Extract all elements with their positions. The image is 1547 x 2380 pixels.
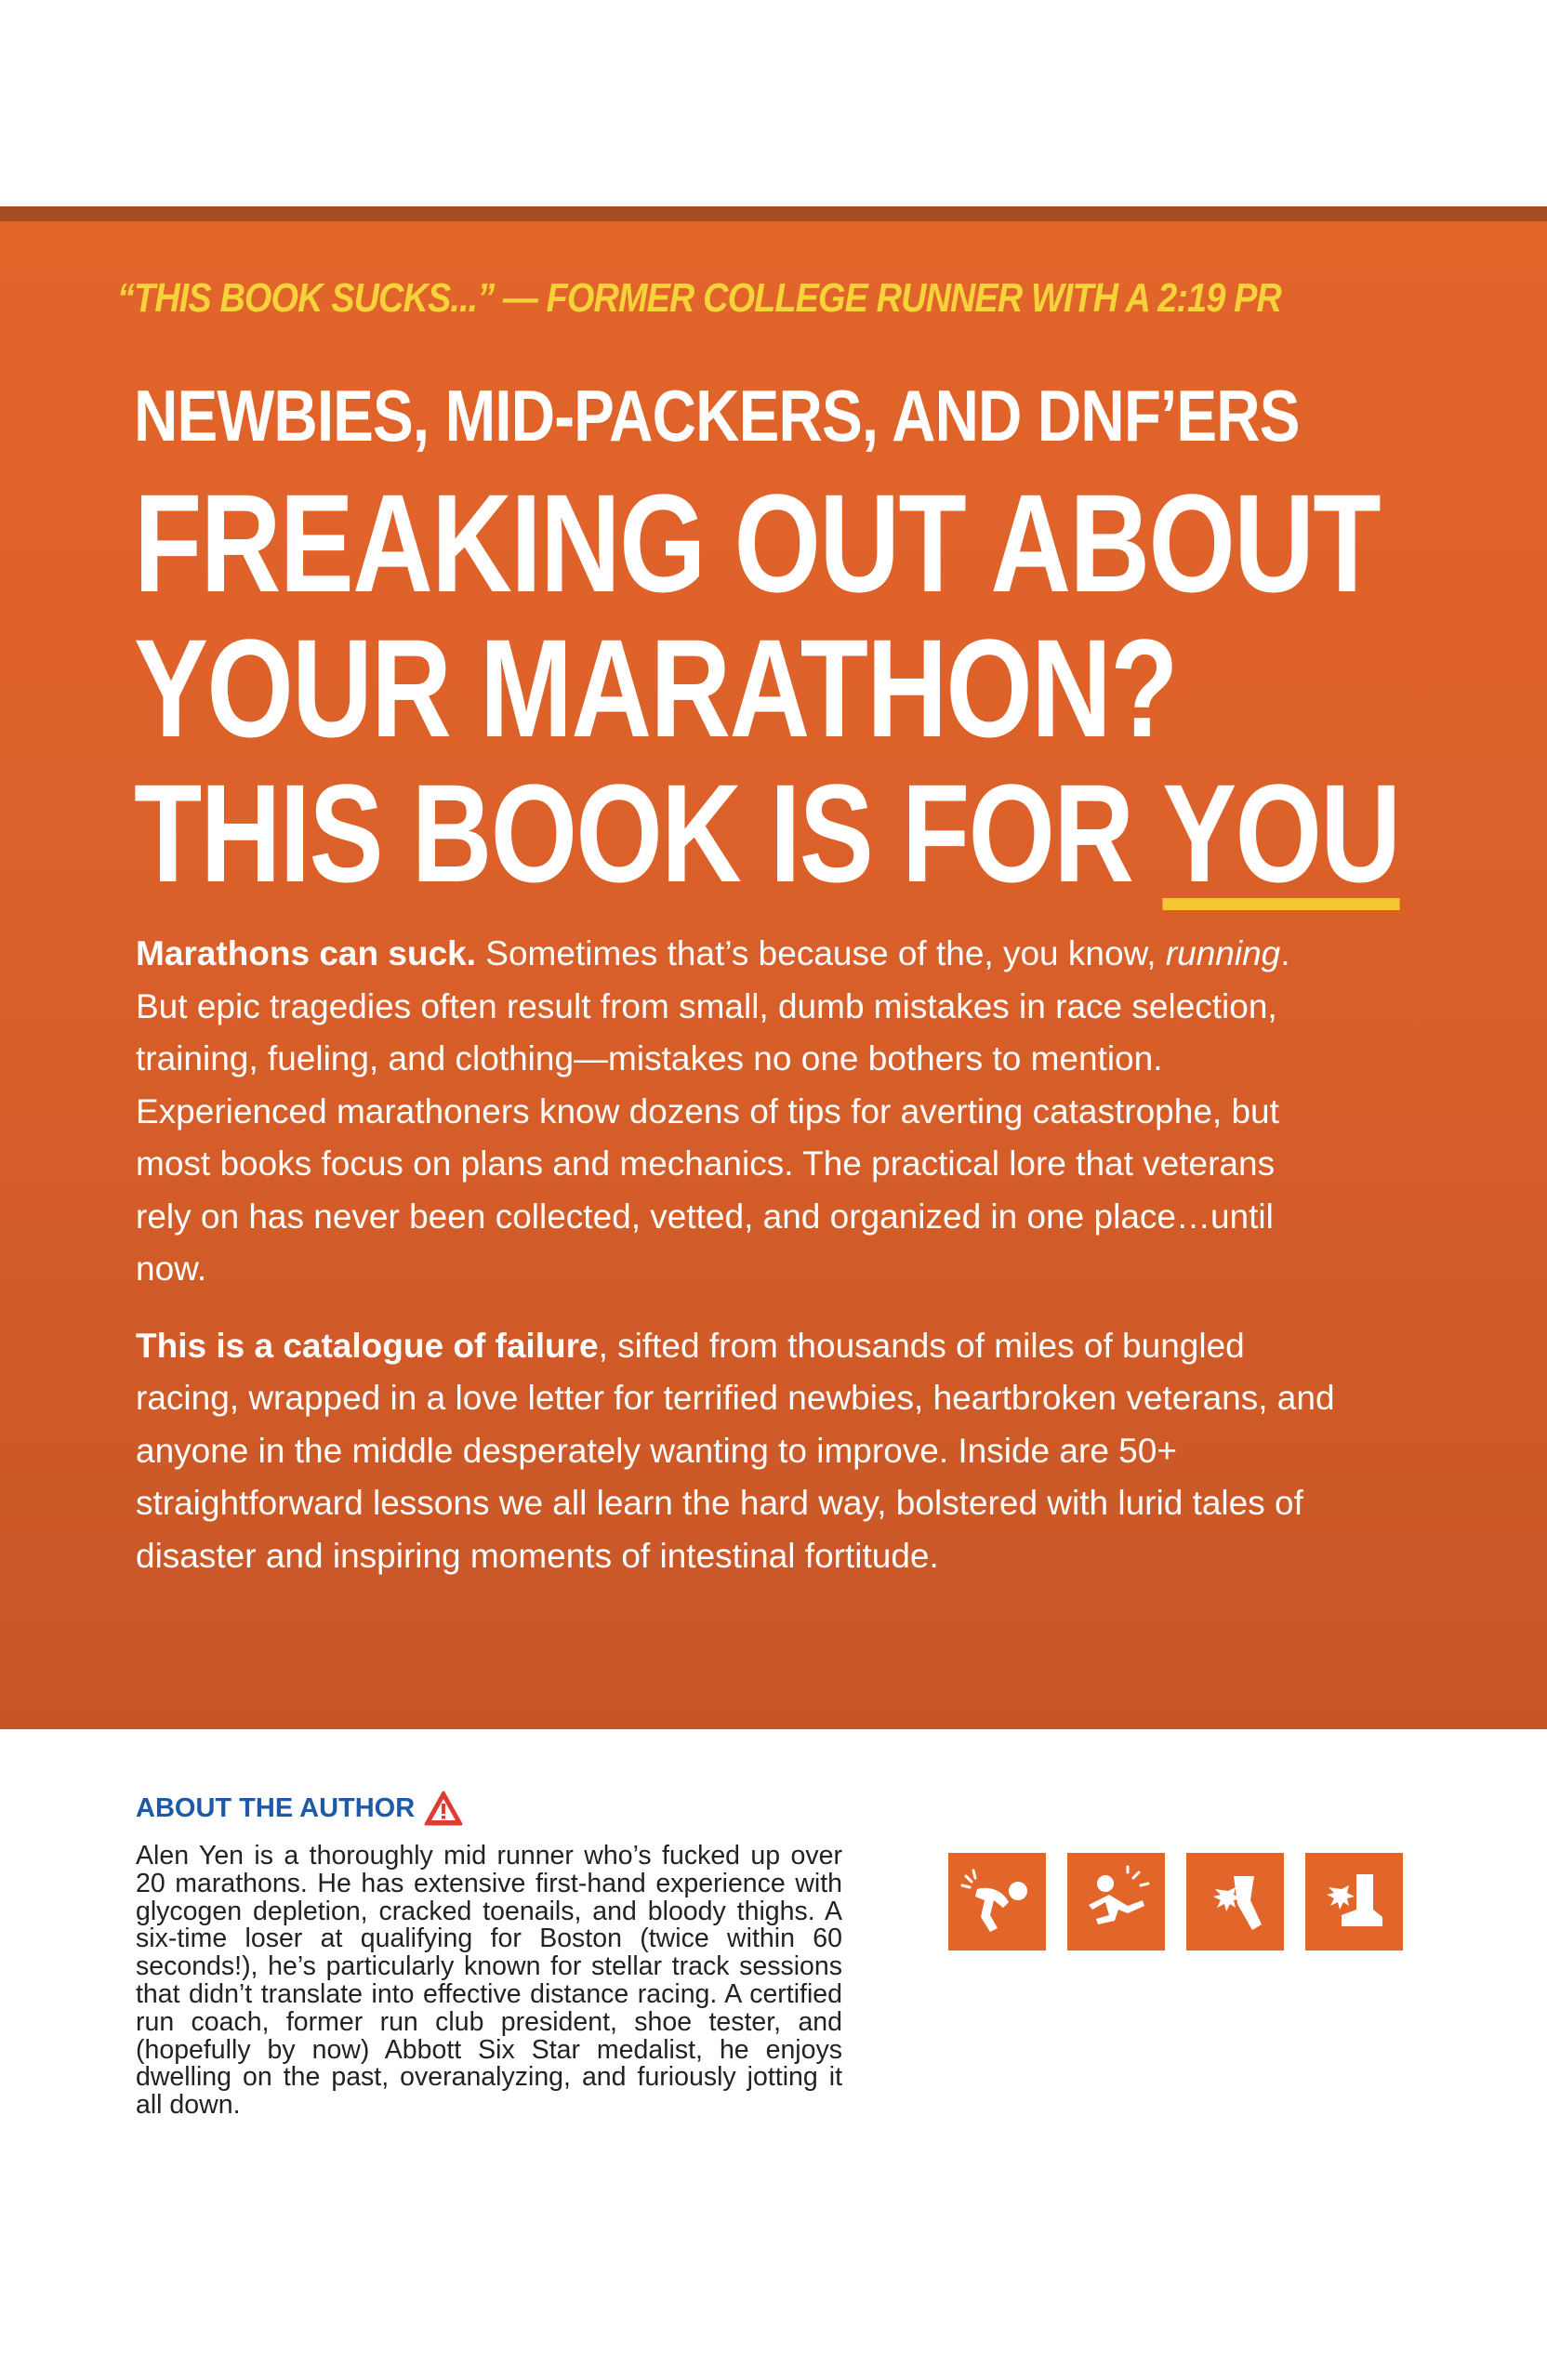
- foot-pain-glyph: [1316, 1863, 1394, 1941]
- runner-falling-icon: [1067, 1853, 1165, 1950]
- about-author-title: ABOUT THE AUTHOR: [136, 1792, 416, 1823]
- review-blurb: “THIS BOOK SUCKS...” — FORMER COLLEGE RUNNER WITH A 2:19 PR: [117, 275, 1282, 321]
- paragraph-1-lead: Marathons can suck.: [136, 934, 477, 972]
- runner-cramp-icon: [948, 1853, 1046, 1950]
- paragraph-2-text: , sifted from thousands of miles of bungled racing, wrapped in a love letter for terrified newbies, heartbroken veterans, and anyone in the middle desperately wanting to improve. Inside are 50+ straightforward lessons we all learn the hard way, bolstered with lurid tales of disaster and inspiring moments of intestinal fortitude.: [136, 1326, 1335, 1575]
- knee-pain-icon: [1186, 1853, 1284, 1950]
- headline-line-2: YOUR MARATHON?: [134, 610, 1177, 766]
- description-paragraph-2: [136, 1320, 1335, 1583]
- runner-cramp-glyph: [959, 1863, 1037, 1941]
- warning-triangle-icon: [424, 1791, 463, 1826]
- description-paragraph-1: [136, 928, 1335, 1296]
- about-author-text: Alen Yen is a thoroughly mid runner who’s fucked up over 20 marathons. He has extensive first-hand experience with glycogen depletion, cracked toenails, and bloody thighs. A six-time loser at qualifying for Boston (twice within 60 seconds!), he’s particularly known for stellar track sessions that didn’t translate into effective distance racing. A certified run coach, former run club president, shoe tester, and (hopefully by now) Abbott Six Star medalist, he enjoys dwelling on the past, overanalyzing, and furiously jotting it all down.: [136, 1841, 842, 2121]
- about-author-heading: [136, 1791, 463, 1826]
- description: [136, 928, 1335, 1606]
- headline-emphasis-you: YOU: [1162, 755, 1400, 911]
- paragraph-1-italic: running: [1165, 934, 1281, 972]
- headline: [134, 465, 1400, 911]
- runner-falling-glyph: [1078, 1863, 1156, 1941]
- headline-line-1: FREAKING OUT ABOUT: [134, 465, 1381, 621]
- paragraph-1-text-b: . But epic tragedies often result from small, dumb mistakes in race selection, training, fueling, and clothing—mistakes no one bothers to mention. Experienced marathoners know dozens of tips for averting catastrophe, but most books focus on plans and mechanics. The practical lore that veterans rely on has never been collected, vetted, and organized in one place…until now.: [136, 934, 1290, 1288]
- paragraph-1-text-a: Sometimes that’s because of the, you know,: [476, 934, 1166, 972]
- injury-icons: [948, 1853, 1403, 1950]
- headline-line-3: [134, 755, 1400, 911]
- headline-line-3-text: THIS BOOK IS FOR: [134, 755, 1163, 911]
- foot-pain-icon: [1305, 1853, 1403, 1950]
- knee-pain-glyph: [1197, 1863, 1275, 1941]
- subheadline: NEWBIES, MID-PACKERS, AND DNF’ERS: [134, 375, 1300, 456]
- paragraph-2-lead: This is a catalogue of failure: [136, 1326, 599, 1365]
- band-top-stripe: [0, 206, 1547, 221]
